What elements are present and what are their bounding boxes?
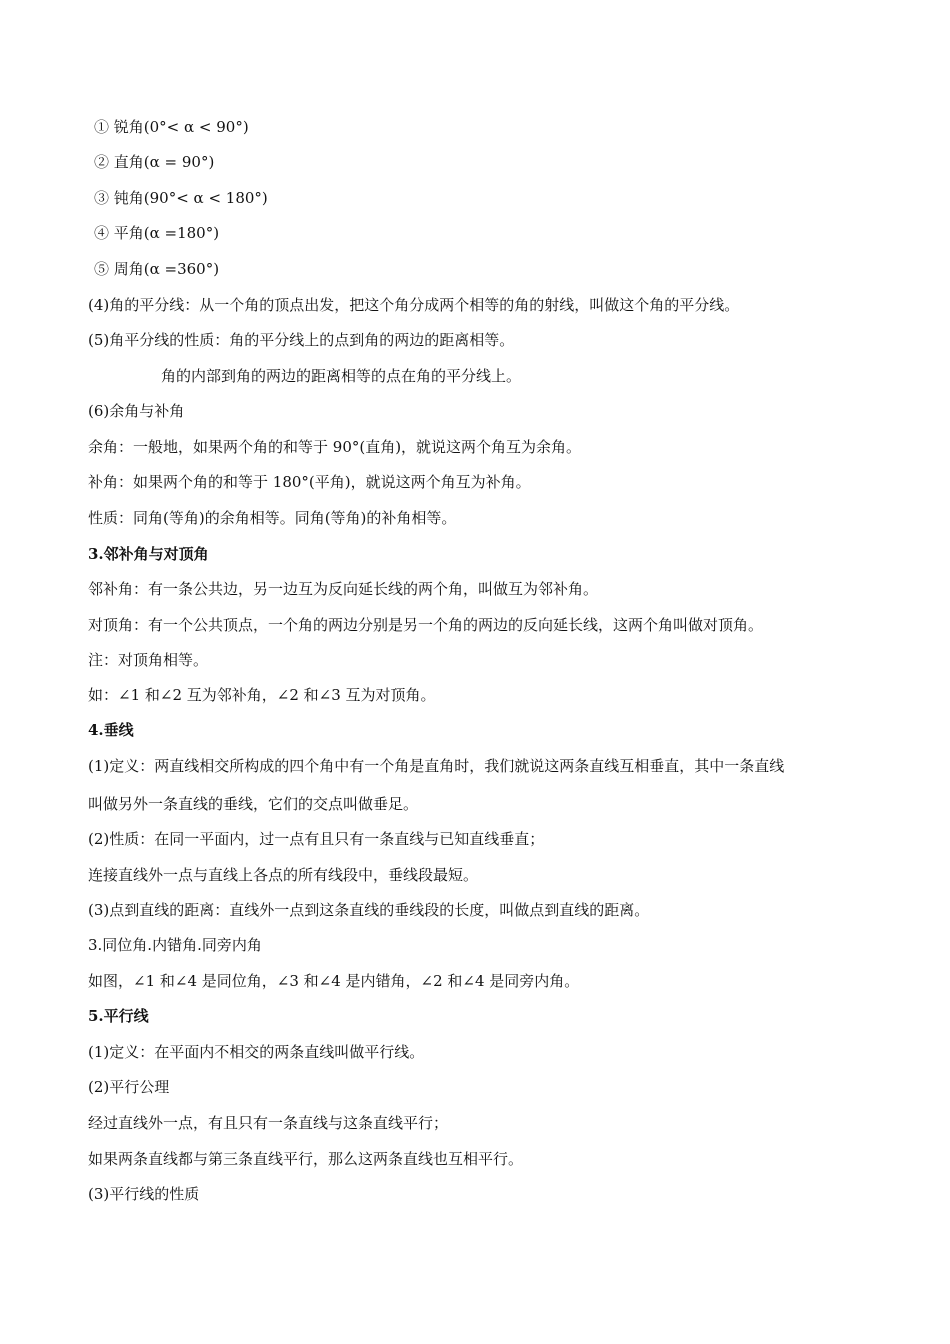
parallel-axiom-heading: (2)平行公理	[88, 1078, 170, 1096]
angle-type-obtuse: ③ 钝角(90°< α < 180°)	[94, 189, 268, 207]
complementary-angle-definition: 余角：一般地，如果两个角的和等于 90°(直角)，就说这两个角互为余角。	[88, 438, 582, 456]
angle-bisector-converse: 角的内部到角的两边的距离相等的点在角的平分线上。	[161, 367, 522, 385]
parallel-transitivity: 如果两条直线都与第三条直线平行，那么这两条直线也互相平行。	[88, 1150, 524, 1168]
angle-bisector-definition: (4)角的平分线：从一个角的顶点出发，把这个角分成两个相等的角的射线，叫做这个角的平分线。	[88, 296, 740, 314]
perpendicular-shortest-segment: 连接直线外一点与直线上各点的所有线段中，垂线段最短。	[88, 866, 479, 884]
angle-type-right: ② 直角(α = 90°)	[94, 153, 215, 171]
parallel-properties-heading: (3)平行线的性质	[88, 1185, 200, 1203]
parallel-axiom-statement: 经过直线外一点，有且只有一条直线与这条直线平行；	[88, 1114, 449, 1132]
point-line-distance: (3)点到直线的距离：直线外一点到这条直线的垂线段的长度，叫做点到直线的距离。	[88, 901, 650, 919]
angle-bisector-property: (5)角平分线的性质：角的平分线上的点到角的两边的距离相等。	[88, 331, 515, 349]
perpendicular-definition-line2: 叫做另外一条直线的垂线，它们的交点叫做垂足。	[88, 795, 419, 813]
angle-pairs-example: 如图，∠1 和∠4 是同位角，∠3 和∠4 是内错角，∠2 和∠4 是同旁内角。	[88, 972, 580, 990]
angle-pairs-heading: 3.同位角.内错角.同旁内角	[88, 936, 262, 954]
adjacent-supplementary-definition: 邻补角：有一条公共边，另一边互为反向延长线的两个角，叫做互为邻补角。	[88, 580, 599, 598]
vertical-angle-definition: 对顶角：有一个公共顶点，一个角的两边分别是另一个角的两边的反向延长线，这两个角叫做对顶角。	[88, 616, 764, 634]
perpendicular-property: (2)性质：在同一平面内，过一点有且只有一条直线与已知直线垂直；	[88, 830, 545, 848]
complementary-supplementary-heading: (6)余角与补角	[88, 402, 185, 420]
vertical-angle-note: 注：对顶角相等。	[88, 651, 209, 669]
perpendicular-definition-line1: (1)定义：两直线相交所构成的四个角中有一个角是直角时，我们就说这两条直线互相垂直，其中一条直线	[88, 757, 785, 775]
angle-type-straight: ④ 平角(α =180°)	[94, 224, 220, 242]
section-heading-parallel: 5.平行线	[88, 1007, 149, 1025]
supplementary-angle-definition: 补角：如果两个角的和等于 180°(平角)，就说这两个角互为补角。	[88, 473, 531, 491]
section-heading-adjacent-vertical: 3.邻补角与对顶角	[88, 545, 209, 563]
parallel-definition: (1)定义：在平面内不相交的两条直线叫做平行线。	[88, 1043, 425, 1061]
section-heading-perpendicular: 4.垂线	[88, 721, 134, 739]
angle-type-full: ⑤ 周角(α =360°)	[94, 260, 220, 278]
angle-type-acute: ① 锐角(0°< α < 90°)	[94, 118, 249, 136]
complementary-supplementary-property: 性质：同角(等角)的余角相等。同角(等角)的补角相等。	[88, 509, 457, 527]
vertical-angle-example: 如：∠1 和∠2 互为邻补角，∠2 和∠3 互为对顶角。	[88, 686, 436, 704]
